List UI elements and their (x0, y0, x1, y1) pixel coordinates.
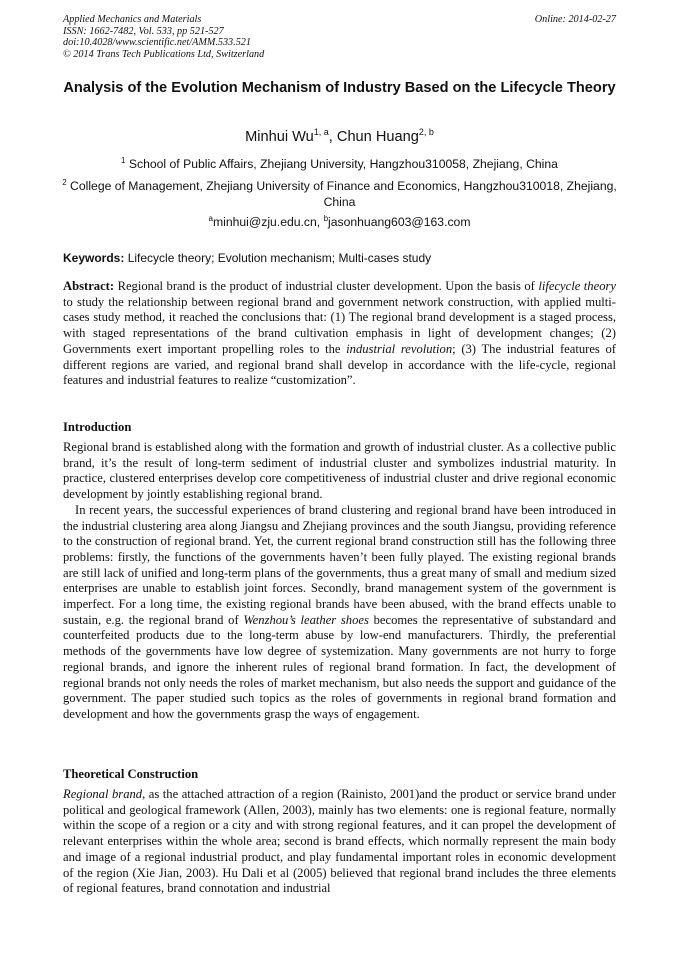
paragraph-text: becomes the representative of substandard and counterfeited products due to the long-term abuse by low-end manufacturers. Thirdly, the preferential methods of the governments have low degree of systemization. Many governments are not hurry to forge regional brands, and ignore the inherent rules of regional brand formation. In fact, the development of regional brands not only needs the roles of market mechanism, but also needs the support and guidance of the government. The paper studied such topics as the roles of governments in regional brand formation and development and how the governments grasp the ways of engagement. (63, 612, 616, 721)
author-line (60, 128, 619, 146)
keywords-label: Keywords: (63, 251, 125, 265)
email-superscript: b (323, 214, 329, 223)
online-date: Online: 2014-02-27 (534, 14, 616, 25)
copyright-line: © 2014 Trans Tech Publications Ltd, Switzerland (63, 48, 265, 60)
author-superscript: 1, a (313, 127, 329, 137)
doi-line: doi:10.4028/www.scientific.net/AMM.533.521 (63, 37, 251, 48)
paragraph-emphasis: Wenzhou’s leather shoes (243, 612, 369, 627)
abstract (63, 279, 616, 389)
paragraph: Regional brand is established along with the formation and growth of industrial cluster. As a collective public brand, it’s the result of long-term sediment of industrial cluster and symbolizes industrial maturity. In practice, clustered enterprises develop core competitiveness of industrial cluster and drive regional economic development by jointly establishing regional brand. (63, 440, 616, 502)
author-separator: , (328, 129, 337, 145)
paragraph-text: , as the attached attraction of a region (Rainisto, 2001)and the product or service brand under political and geological framework (Allen, 2003), mainly has two elements: one is regional feature, normally within the scope of a region or a city and with strong regional features, and it can propel the development of relevant enterprises within the whole area; second is brand effects, which normally represent the main body and image of a regional industrial product, and play fundamental important roles in economic development of the region (Xie Jian, 2003). Hu Dali et al (2005) believed that regional brand includes the three elements of regional features, brand connotation and industrial (63, 787, 616, 896)
author-name: Chun Huang (336, 129, 419, 145)
email-link[interactable]: minhui@zju.edu.cn, (212, 215, 324, 229)
email-link[interactable]: jasonhuang603@163.com (328, 215, 471, 229)
keywords (63, 251, 616, 266)
author-superscript: 2, b (418, 127, 434, 137)
affiliation-2 (60, 178, 619, 210)
affiliation-1 (60, 156, 619, 172)
abstract-text: to study the relationship between regional brand and government network construction, with applied multi-cases study method, it reached the conclusions that: (1) The regional brand development is a staged process, with staged representations of the brand cultivation emphasis in light of development changes; (2) Governments exert important propelling roles to the (63, 294, 616, 356)
introduction-body (63, 440, 616, 723)
abstract-text: ; (3) The industrial features of different regions are varied, and regional brand shall develop in accordance with the life-cycle, regional features and industrial features to realize “customization”. (63, 341, 616, 388)
paragraph (63, 787, 616, 897)
abstract-label: Abstract: (63, 279, 115, 293)
issn-line: ISSN: 1662-7482, Vol. 533, pp 521-527 (63, 25, 224, 37)
abstract-text: Regional brand is the product of industrial cluster development. Upon the basis of (114, 279, 539, 293)
paragraph-text: In recent years, the successful experiences of brand clustering and regional brand have been introduced in the industrial clustering area along Jiangsu and Zhejiang provinces and the south Jiangsu, providing reference to the construction of regional brand. Yet, the current regional brand construction still has the following three problems: firstly, the functions of the governments haven’t been fully played. The existing regional brands are still lack of unified and long-term plans of the governments, thus a great many of small and medium sized enterprises are unable to establish joint forces. Secondly, brand management system of the government is imperfect. For a long time, the existing regional brands have been abused, with the brand effects unable to sustain, e.g. the regional brand of (63, 502, 616, 627)
paragraph (63, 503, 616, 723)
paper-title: Analysis of the Evolution Mechanism of Industry Based on the Lifecycle Theory (63, 80, 616, 96)
affiliation-superscript: 1 (121, 156, 126, 165)
abstract-emphasis: lifecycle theory (538, 279, 616, 293)
author-name: Minhui Wu (245, 129, 314, 145)
journal-name: Applied Mechanics and Materials (63, 14, 202, 25)
paragraph-emphasis: Regional brand (63, 787, 143, 801)
keywords-text: Lifecycle theory; Evolution mechanism; Multi-cases study (124, 251, 432, 265)
abstract-emphasis: industrial revolution (346, 341, 453, 356)
theoretical-construction-heading: Theoretical Construction (63, 767, 199, 781)
introduction-heading: Introduction (63, 420, 132, 434)
affiliation-text: College of Management, Zhejiang University of Finance and Economics, Hangzhou310018, Zhejiang, China (70, 179, 617, 209)
journal-header (63, 14, 616, 60)
affiliation-superscript: 2 (62, 178, 67, 187)
email-line (60, 214, 619, 230)
affiliation-text: School of Public Affairs, Zhejiang University, Hangzhou310058, Zhejiang, China (128, 157, 558, 171)
email-superscript: a (208, 214, 213, 223)
theoretical-construction-body (63, 787, 616, 897)
